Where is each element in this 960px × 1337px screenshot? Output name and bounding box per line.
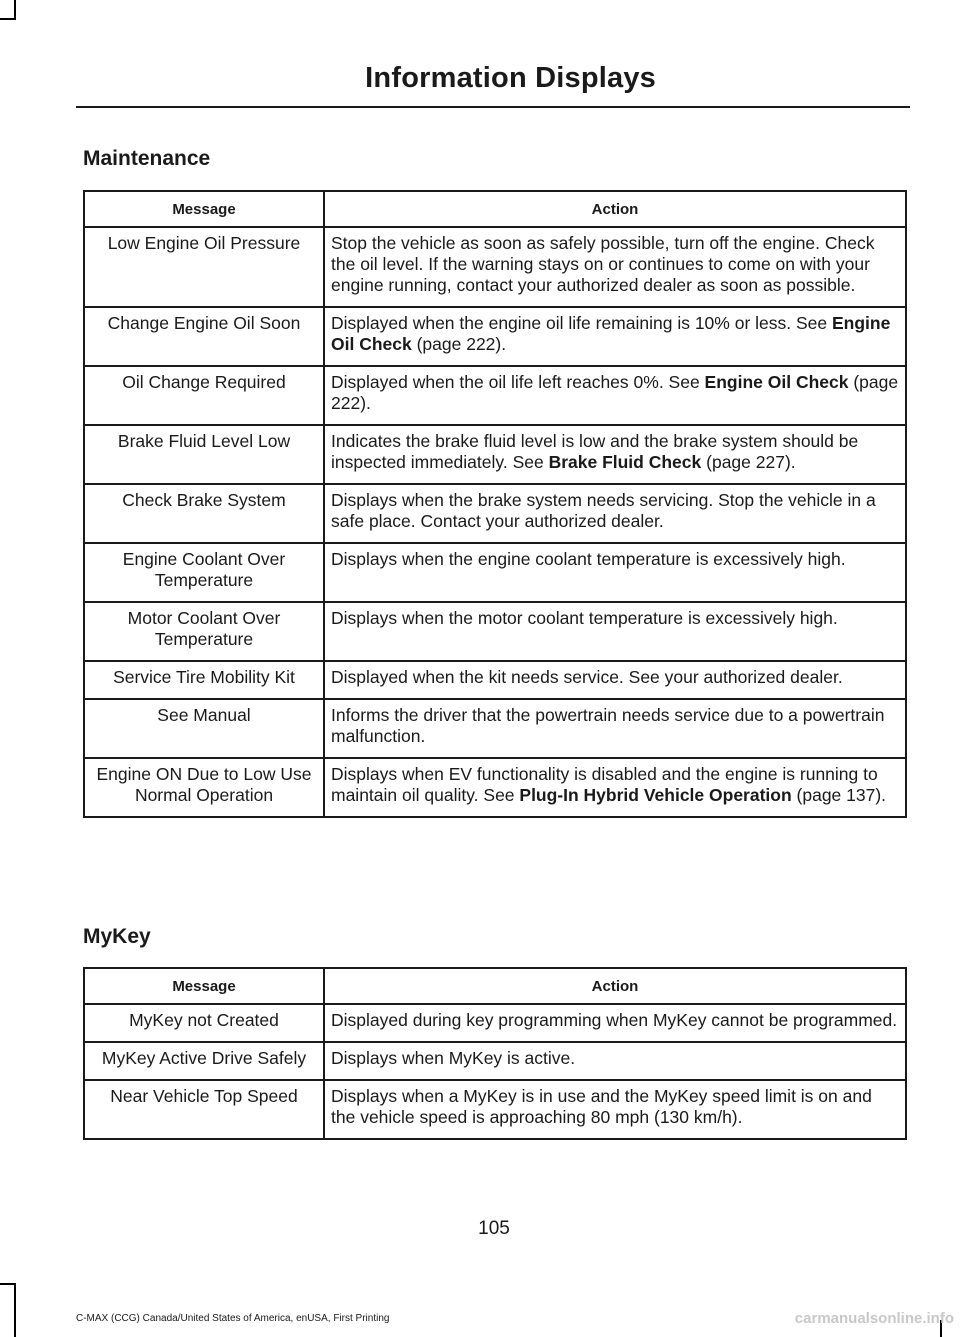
message-cell: Near Vehicle Top Speed xyxy=(84,1080,324,1139)
action-cell xyxy=(324,699,906,758)
page-title: Information Displays xyxy=(365,62,656,94)
table-row xyxy=(84,366,906,425)
table-row xyxy=(84,484,906,543)
table-row xyxy=(84,699,906,758)
table-row xyxy=(84,758,906,817)
cross-reference: Plug-In Hybrid Vehicle Operation xyxy=(519,785,792,805)
crop-mark xyxy=(0,18,16,20)
action-cell xyxy=(324,661,906,699)
action-cell xyxy=(324,1080,906,1139)
table-row xyxy=(84,602,906,661)
action-cell xyxy=(324,484,906,543)
crop-mark xyxy=(0,1283,16,1285)
action-text: (page 222). xyxy=(331,372,899,413)
action-cell xyxy=(324,307,906,366)
message-cell: Brake Fluid Level Low xyxy=(84,425,324,484)
action-cell xyxy=(324,758,906,817)
action-text: Displayed when the oil life left reaches 0%. See xyxy=(331,372,705,392)
action-cell xyxy=(324,227,906,307)
footer-text: C-MAX (CCG) Canada/United States of America, enUSA, First Printing xyxy=(76,1313,390,1324)
action-text: Displays when the motor coolant temperature is excessively high. xyxy=(331,608,838,628)
column-header-message: Message xyxy=(84,968,324,1004)
action-cell xyxy=(324,425,906,484)
message-cell: MyKey not Created xyxy=(84,1004,324,1042)
action-cell xyxy=(324,1042,906,1080)
action-text: Displayed when the engine oil life remaining is 10% or less. See xyxy=(331,313,832,333)
action-cell xyxy=(324,1004,906,1042)
crop-mark xyxy=(14,1283,16,1337)
table-row xyxy=(84,1042,906,1080)
action-cell xyxy=(324,543,906,602)
page-header xyxy=(76,60,910,108)
action-cell xyxy=(324,366,906,425)
maintenance-section-title: Maintenance xyxy=(83,147,211,170)
action-text: Informs the driver that the powertrain needs service due to a powertrain malfunction. xyxy=(331,705,885,746)
action-text: Displayed during key programming when MyKey cannot be programmed. xyxy=(331,1010,898,1030)
page-number: 105 xyxy=(478,1218,510,1239)
maintenance-rows xyxy=(84,227,906,817)
table-row xyxy=(84,1080,906,1139)
action-text: (page 137). xyxy=(791,785,887,805)
cross-reference: Engine Oil Check xyxy=(331,313,891,354)
action-text: Displayed when the kit needs service. See your authorized dealer. xyxy=(331,667,843,687)
message-cell: Service Tire Mobility Kit xyxy=(84,661,324,699)
cross-reference: Engine Oil Check xyxy=(704,372,849,392)
cross-reference: Brake Fluid Check xyxy=(548,452,702,472)
message-cell: MyKey Active Drive Safely xyxy=(84,1042,324,1080)
table-row xyxy=(84,1004,906,1042)
column-header-action: Action xyxy=(324,968,906,1004)
message-cell: Engine ON Due to Low Use Normal Operation xyxy=(84,758,324,817)
mykey-table xyxy=(83,967,907,1140)
action-cell xyxy=(324,602,906,661)
table-row xyxy=(84,425,906,484)
message-cell: Motor Coolant Over Temperature xyxy=(84,602,324,661)
message-cell: Low Engine Oil Pressure xyxy=(84,227,324,307)
action-text: Displays when MyKey is active. xyxy=(331,1048,576,1068)
table-row xyxy=(84,661,906,699)
message-cell: Check Brake System xyxy=(84,484,324,543)
message-cell: Change Engine Oil Soon xyxy=(84,307,324,366)
action-text: Stop the vehicle as soon as safely possible, turn off the engine. Check the oil level. If the warning stays on or continues to come on with your engine running, contact your authorized dealer as soon as possible. xyxy=(331,233,875,295)
table-header-row xyxy=(84,191,906,227)
table-row xyxy=(84,307,906,366)
action-text: Displays when EV functionality is disabled and the engine is running to maintain oil quality. See xyxy=(331,764,878,805)
table-row xyxy=(84,227,906,307)
table-row xyxy=(84,543,906,602)
message-cell: See Manual xyxy=(84,699,324,758)
action-text: (page 227). xyxy=(701,452,796,472)
table-header-row xyxy=(84,968,906,1004)
action-text: Displays when the engine coolant temperature is excessively high. xyxy=(331,549,846,569)
column-header-action: Action xyxy=(324,191,906,227)
message-cell: Oil Change Required xyxy=(84,366,324,425)
maintenance-table xyxy=(83,190,907,818)
crop-mark xyxy=(14,0,16,18)
action-text: Displays when the brake system needs servicing. Stop the vehicle in a safe place. Contact your authorized dealer. xyxy=(331,490,876,531)
mykey-section-title: MyKey xyxy=(83,925,151,948)
column-header-message: Message xyxy=(84,191,324,227)
watermark: carmanualsonline.info xyxy=(794,1310,954,1327)
message-cell: Engine Coolant Over Temperature xyxy=(84,543,324,602)
mykey-rows xyxy=(84,1004,906,1139)
action-text: Indicates the brake fluid level is low and the brake system should be inspected immediately. See xyxy=(331,431,859,472)
action-text: Displays when a MyKey is in use and the MyKey speed limit is on and the vehicle speed is approaching 80 mph (130 km/h). xyxy=(331,1086,872,1127)
action-text: (page 222). xyxy=(411,334,507,354)
